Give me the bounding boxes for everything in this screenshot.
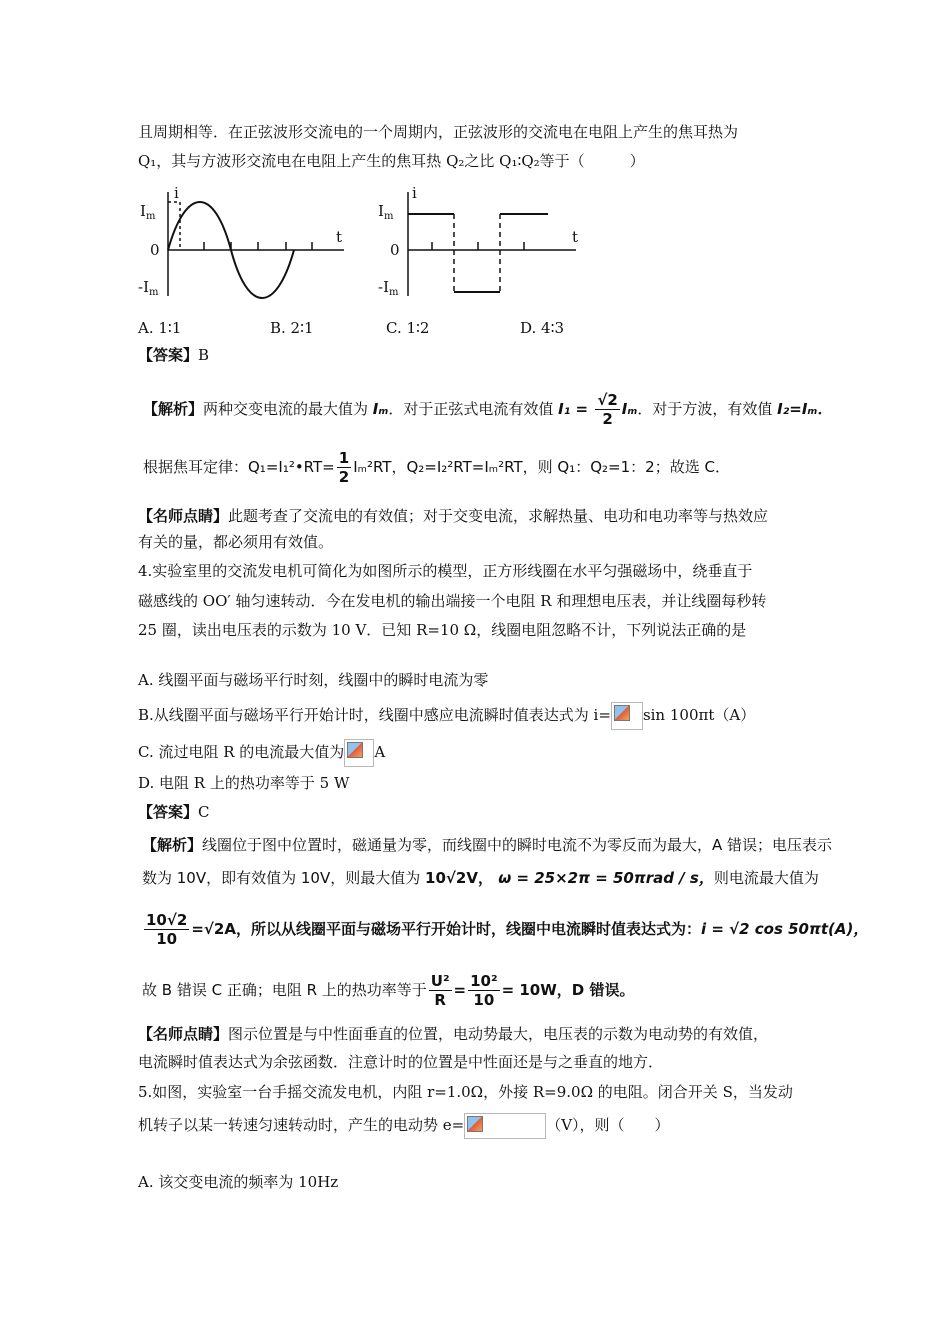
left-zero-label: 0: [150, 241, 160, 259]
right-axis-t-label: t: [572, 228, 579, 246]
q3-stem-line2: Q₁，其与方波形交流电在电阻上产生的焦耳热 Q₂之比 Q₁∶Q₂等于（ ）: [138, 152, 645, 170]
q4-analysis-line2: 数为 10V，即有效值为 10V，则最大值为 10√2V， ω = 25×2π = 50πrad / s，则电流最大值为: [142, 869, 819, 887]
left-axis-t-label: t: [336, 228, 343, 246]
formula-image-placeholder: [611, 702, 643, 730]
right-neg-im-label: -I: [378, 278, 389, 296]
q3-teacher-line2: 有关的量，都必须用有效值。: [138, 533, 334, 551]
q3-option-d: D. 4∶3: [520, 319, 565, 337]
right-zero-label: 0: [390, 241, 400, 259]
q3-stem-line1: 且周期相等．在正弦波形交流电的一个周期内，正弦波形的交流电在电阻上产生的焦耳热为: [138, 123, 739, 141]
svg-text:Im: $I_m$: [140, 202, 156, 222]
q4-option-b: B.从线圈平面与磁场平行开始计时，线圈中感应电流瞬时值表达式为 i= sin 100πt（A）: [138, 702, 755, 730]
q4-stem-line3: 25 圈，读出电压表的示数为 10 V．已知 R=10 Ω，线圈电阻忽略不计，下列说法正确的是: [138, 621, 747, 639]
svg-text:Im: $I_m$: [378, 202, 394, 222]
q4-teacher-line1: 【名师点睛】图示位置是与中性面垂直的位置，电动势最大，电压表的示数为电动势的有效值，: [138, 1025, 769, 1043]
q3-answer: 【答案】B: [138, 346, 210, 364]
q4-option-a: A. 线圈平面与磁场平行时刻，线圈中的瞬时电流为零: [138, 671, 489, 689]
left-neg-im-label: -I: [138, 278, 149, 296]
left-axis-i-label: i: [174, 184, 179, 202]
q5-option-a: A. 该交变电流的频率为 10Hz: [138, 1173, 339, 1191]
formula-image-placeholder: [344, 739, 374, 767]
q4-analysis-line1: 【解析】线圈位于图中位置时，磁通量为零，而线圈中的瞬时电流不为零反而为最大，A 错误；电压表示: [142, 836, 833, 854]
q4-teacher-line2: 电流瞬时值表达式为余弦函数．注意计时的位置是中性面还是与之垂直的地方．: [138, 1053, 664, 1071]
right-im-label: I: [378, 202, 384, 220]
right-axis-i-label: i: [412, 184, 417, 202]
left-im-label: I: [140, 202, 146, 220]
q4-analysis-line3: $\frac{10√2}{10}$ =√2A，所以从线圈平面与磁场平行开始计时，线圈中电流瞬时值表达式为：i = √2 cos 50πt(A)，: [146, 911, 869, 948]
q4-answer: 【答案】C: [138, 803, 210, 821]
svg-text:-Im: $-I_m$: [138, 278, 159, 298]
q4-analysis-line4: 故 B 错误 C 正确；电阻 R 上的热功率等于 $\frac{\text{U²}}{R}$ = $\frac{\text{10²}}{10}$ = 10W，D 错误。: [142, 972, 635, 1009]
q4-stem-line1: 4.实验室里的交流发电机可简化为如图所示的模型，正方形线圈在水平匀强磁场中，绕垂直于: [138, 562, 753, 580]
q3-analysis-line1: 【解析】两种交变电流的最大值为 Iₘ．对于正弦式电流有效值 I₁ = $\frac{√2}{2}$ Iₘ．对于方波，有效值 I₂=Iₘ．: [143, 391, 833, 428]
q4-option-d: D. 电阻 R 上的热功率等于 5 W: [138, 774, 350, 792]
q3-option-a: A. 1∶1: [138, 319, 182, 337]
q4-stem-line2: 磁感线的 OO′ 轴匀速转动．今在发电机的输出端接一个电阻 R 和理想电压表，并让线圈每秒转: [138, 592, 767, 610]
q3-teacher-line1: 【名师点睛】此题考查了交流电的有效值；对于交变电流，求解热量、电功和电功率等与热效应: [138, 507, 769, 525]
q3-analysis-line2: 根据焦耳定律：Q₁=I₁²•RT= $\frac{1}{2}$ Iₘ²RT，Q₂=I₂²RT=Iₘ²RT，则 Q₁：Q₂=1：2；故选 C．: [143, 449, 730, 486]
svg-text:-Im: $-I_m$: [378, 278, 399, 298]
formula-image-placeholder: [464, 1113, 546, 1139]
q3-option-b: B. 2∶1: [270, 319, 314, 337]
waveform-figures: [136, 184, 588, 304]
q4-option-c: C. 流过电阻 R 的电流最大值为 A: [138, 739, 385, 767]
q3-option-c: C. 1∶2: [386, 319, 430, 337]
q5-stem-line1: 5.如图，实验室一台手摇交流发电机，内阻 r=1.0Ω，外接 R=9.0Ω 的电阻。闭合开关 S，当发动: [138, 1083, 793, 1101]
q5-stem-line2: 机转子以某一转速匀速转动时，产生的电动势 e= （V），则（ ）: [138, 1113, 670, 1139]
